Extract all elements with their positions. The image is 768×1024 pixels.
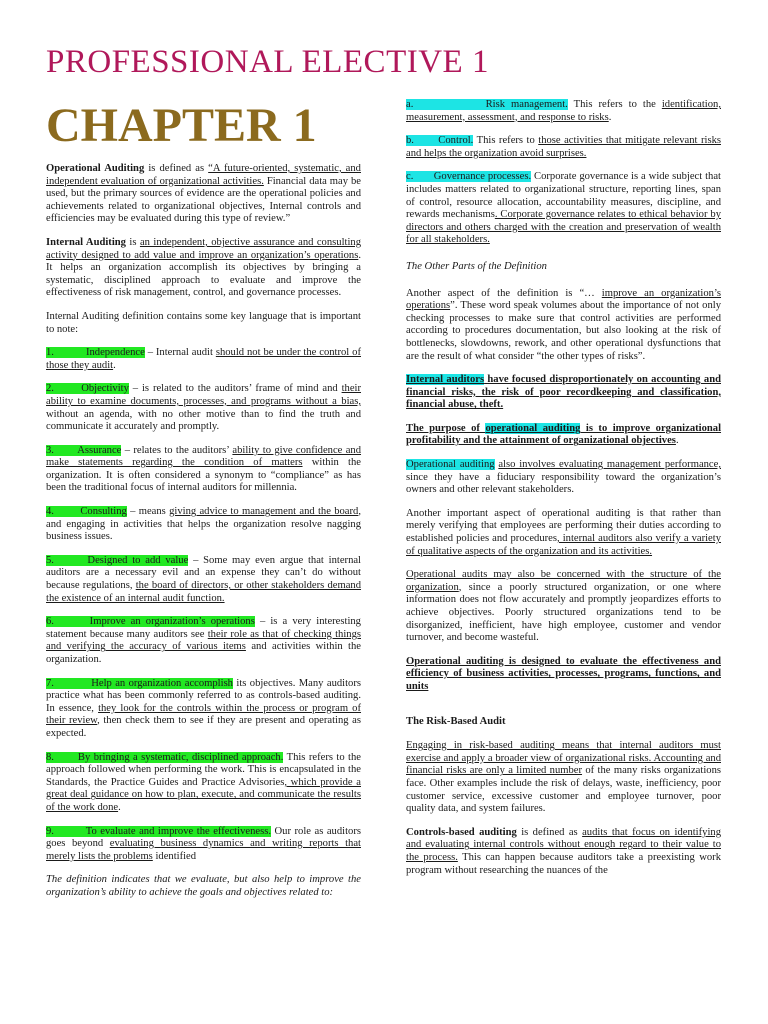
left-column <box>46 163 361 911</box>
term: Operational Auditing <box>46 163 145 174</box>
key-item: 4. Consulting – means giving advice to management and the board, and engaging in activities that helps the organization resolve nagging business issues. <box>46 506 361 543</box>
qualitative-aspects-paragraph: Another important aspect of operational auditing is that rather than merely verifying that employees are performing their duties according to established policies and procedures, internal auditors also verify a variety of qualitative aspects of the organization and its activities. <box>406 507 721 557</box>
key-language-intro: Internal Auditing definition contains some key language that is important to note: <box>46 310 361 335</box>
risk-based-audit-paragraph: Engaging in risk-based auditing means that internal auditors must exercise and apply a broader view of organizational risks. Accounting and financial risks are only a limited number of the many risks organizations face. Other examples include the risk of delays, waste, inefficiency, poor customer service, excessive customer and employee turnover, poor quality data, and system failures. <box>406 740 721 815</box>
sub-item-control: b. Control. This refers to those activities that mitigate relevant risks and helps the organization avoid surprises. <box>406 135 721 159</box>
key-item: 1. Independence – Internal audit should not be under the control of those they audit. <box>46 347 361 371</box>
definition-closing-note: The definition indicates that we evaluate, but also help to improve the organization’s ability to achieve the goals and objectives related to: <box>46 874 361 898</box>
designed-statement: Operational auditing is designed to evaluate the effectiveness and efficiency of business activities, processes, programs, functions, and units <box>406 655 721 692</box>
structure-paragraph: Operational audits may also be concerned with the structure of the organization, since a poorly structured organization, or one where information does not flow accurately and promptly jeopardizes efforts to achieve objectives. Poorly structured organizations tend to be disorganized, inefficient, have high employee, customer and vendor turnover, and become wasteful. <box>406 569 721 644</box>
other-parts-paragraph: Another aspect of the definition is “… improve an organization’s operations”. These word speak volumes about the importance of not only checking processes to make sure that control activities are performed according to procedures documentation, but also looking at the risk of bottlenecks, slowdowns, rework, and other operational dysfunctions that are the result of what consider “the other types of risks”. <box>406 287 722 362</box>
key-item: 7. Help an organization accomplish its objectives. Many auditors practice what has been commonly referred to as controls-based auditing. In essence, they look for the controls within the process or program of their review, then check them to see if they are present and operating as expected. <box>46 677 362 739</box>
key-item: 6. Improve an organization’s operations – is a very interesting statement because many auditors see their role as that of checking things and verifying the accuracy of various items and activities within the organization. <box>46 616 361 665</box>
sub-item-risk-management: a. Risk management. This refers to the identification, measurement, assessment, and response to risks. <box>406 99 721 123</box>
chapter-heading: CHAPTER 1 <box>46 99 317 152</box>
right-column <box>406 99 721 888</box>
management-performance-paragraph: Operational auditing also involves evaluating management performance, since they have a fiduciary responsibility toward the organization’s owners and other relevant stakeholders. <box>406 459 721 496</box>
key-item: 2. Objectivity – is related to the auditors’ frame of mind and their ability to examine documents, processes, and programs without a bias, without an agenda, with no other motive than to find the truth and communicate it accurately and promptly. <box>46 383 361 433</box>
internal-auditors-focus: Internal auditors have focused disproportionately on accounting and financial risks, the risk of poor recordkeeping and classification, financial abuse, theft. <box>406 374 721 411</box>
key-item: 5. Designed to add value – Some may even argue that internal auditors are a necessary evil and an expense they can’t do without because regulations, the board of directors, or other stakeholders demand the existence of an internal audit function. <box>46 554 362 604</box>
key-item: 3. Assurance – relates to the auditors’ ability to give confidence and make statements regarding the condition of matters within the organization. It is often considered a synonym to “compliance” as has been the traditional focus of internal auditors for millennia. <box>46 444 362 494</box>
internal-auditing-definition: Internal Auditing is an independent, objective assurance and consulting activity designed to add value and improve an organization’s operations. It helps an organization accomplish its objectives by bringing a systematic, disciplined approach to evaluate and improve the effectiveness of risk management, control, and governance processes. <box>46 236 361 299</box>
operational-auditing-definition: Operational Auditing is defined as “A future-oriented, systematic, and independent evaluation of organizational activities. Financial data may be used, but the primary sources of evidence are the operational policies and achievements related to organizational objectives, Internal controls and efficiencies may be evaluated during this type of review.” <box>46 163 361 225</box>
term: Internal Auditing <box>46 236 126 248</box>
sub-item-governance: c. Governance processes. Corporate governance is a wide subject that includes matters related to organizational structure, reporting lines, span of control, resource allocation, accountability measures, discipline, and rewards mechanisms. Corporate governance relates to ethical behavior by directors and others charged with the creation and preservation of wealth for all stakeholders. <box>406 171 722 246</box>
key-item: 9. To evaluate and improve the effectiveness. Our role as auditors goes beyond evaluating business dynamics and writing reports that merely lists the problems identified <box>46 825 361 862</box>
purpose-statement: The purpose of operational auditing is to improve organizational profitability and the attainment of organizational objectives. <box>406 422 722 447</box>
section-subheading: The Other Parts of the Definition <box>406 260 547 272</box>
controls-based-audit-paragraph: Controls-based auditing is defined as audits that focus on identifying and evaluating internal controls without enough regard to their value to the process. This can happen because auditors take a preexisting work program without researching the nuances of the <box>406 826 721 876</box>
key-item: 8. By bringing a systematic, disciplined approach. This refers to the approach followed when performing the work. This is encapsulated in the Standards, the Practice Guides and Practice Advisories, which provide a great deal guidance on how to plan, execute, and communicate the results of the work done. <box>46 751 362 813</box>
course-title: PROFESSIONAL ELECTIVE 1 <box>46 44 489 80</box>
risk-based-audit-heading: The Risk-Based Audit <box>406 715 506 727</box>
